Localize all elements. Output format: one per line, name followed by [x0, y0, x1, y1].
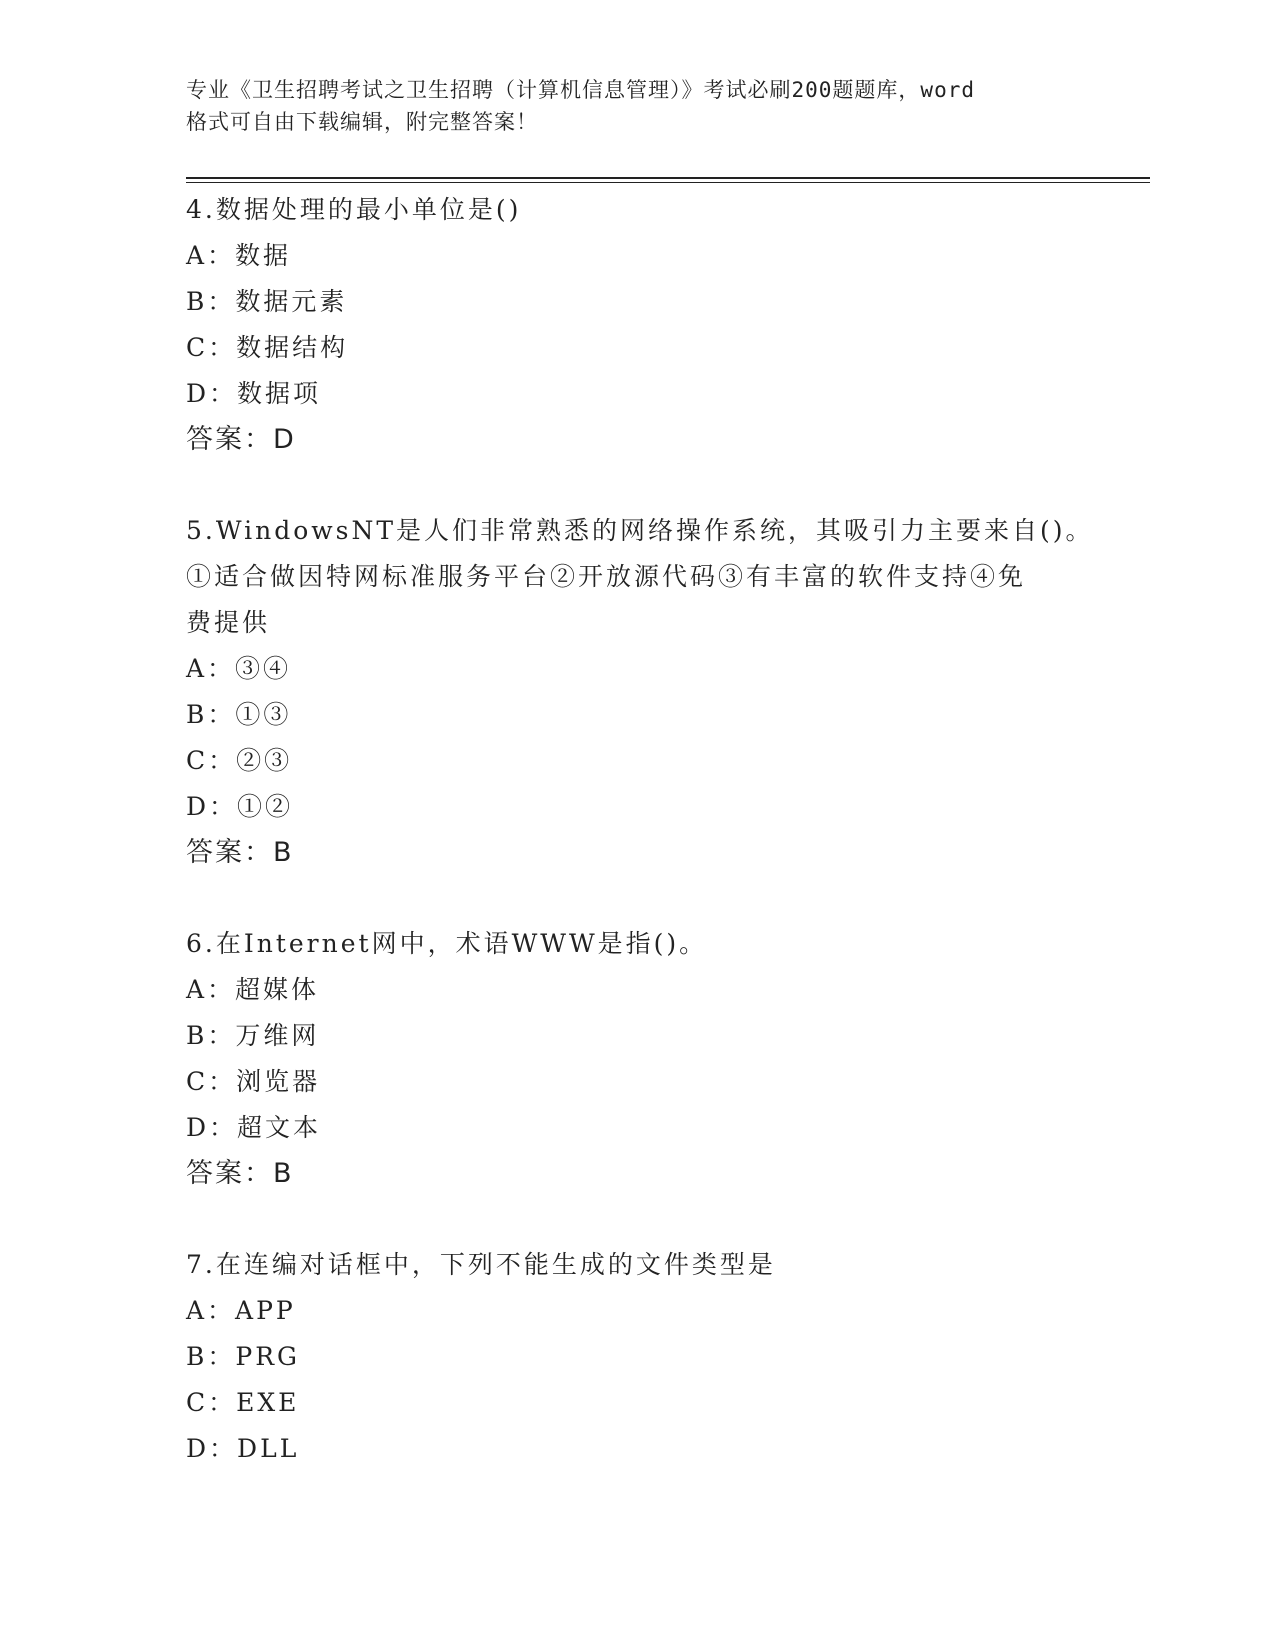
- question-6: [186, 921, 1086, 1197]
- question-list: [186, 187, 1094, 1517]
- question-stem: 7.在连编对话框中，下列不能生成的文件类型是: [186, 1250, 776, 1279]
- option-a: A：超媒体: [186, 975, 320, 1004]
- header-line-2: 格式可自由下载编辑，附完整答案！: [186, 110, 538, 134]
- question-stem: 4.数据处理的最小单位是(): [186, 195, 522, 224]
- question-stem-line-2: ①适合做因特网标准服务平台②开放源代码③有丰富的软件支持④免: [186, 562, 1027, 591]
- option-c: C：数据结构: [186, 333, 349, 362]
- header-divider-thick: [186, 177, 1150, 179]
- question-stem: 6.在Internet网中，术语WWW是指()。: [186, 929, 708, 958]
- option-a: A：APP: [186, 1296, 296, 1325]
- option-c: C：浏览器: [186, 1067, 321, 1096]
- option-d: D：超文本: [186, 1113, 322, 1142]
- question-5: [186, 508, 1094, 876]
- option-c: C：EXE: [186, 1388, 300, 1417]
- question-stem-line-3: 费提供: [186, 608, 271, 637]
- option-d: D：数据项: [186, 379, 322, 408]
- option-a: A：③④: [186, 654, 292, 683]
- header-divider-thin: [186, 182, 1150, 183]
- option-b: B：PRG: [186, 1342, 300, 1371]
- option-d: D：DLL: [186, 1434, 300, 1463]
- option-b: B：万维网: [186, 1021, 320, 1050]
- header-line-1: 专业《卫生招聘考试之卫生招聘（计算机信息管理）》考试必刷200题题库，word: [186, 78, 975, 102]
- option-a: A：数据: [186, 241, 292, 270]
- option-b: B：数据元素: [186, 287, 348, 316]
- answer-label: 答案：B: [186, 837, 294, 868]
- question-stem-line-1: 5.WindowsNT是人们非常熟悉的网络操作系统，其吸引力主要来自()。: [186, 516, 1094, 545]
- question-4: [186, 187, 1086, 463]
- question-7: [186, 1242, 1086, 1472]
- option-b: B：①③: [186, 700, 292, 729]
- document-header: [186, 74, 1086, 138]
- answer-label: 答案：B: [186, 1158, 294, 1189]
- option-d: D：①②: [186, 792, 294, 821]
- answer-label: 答案：D: [186, 424, 296, 455]
- option-c: C：②③: [186, 746, 293, 775]
